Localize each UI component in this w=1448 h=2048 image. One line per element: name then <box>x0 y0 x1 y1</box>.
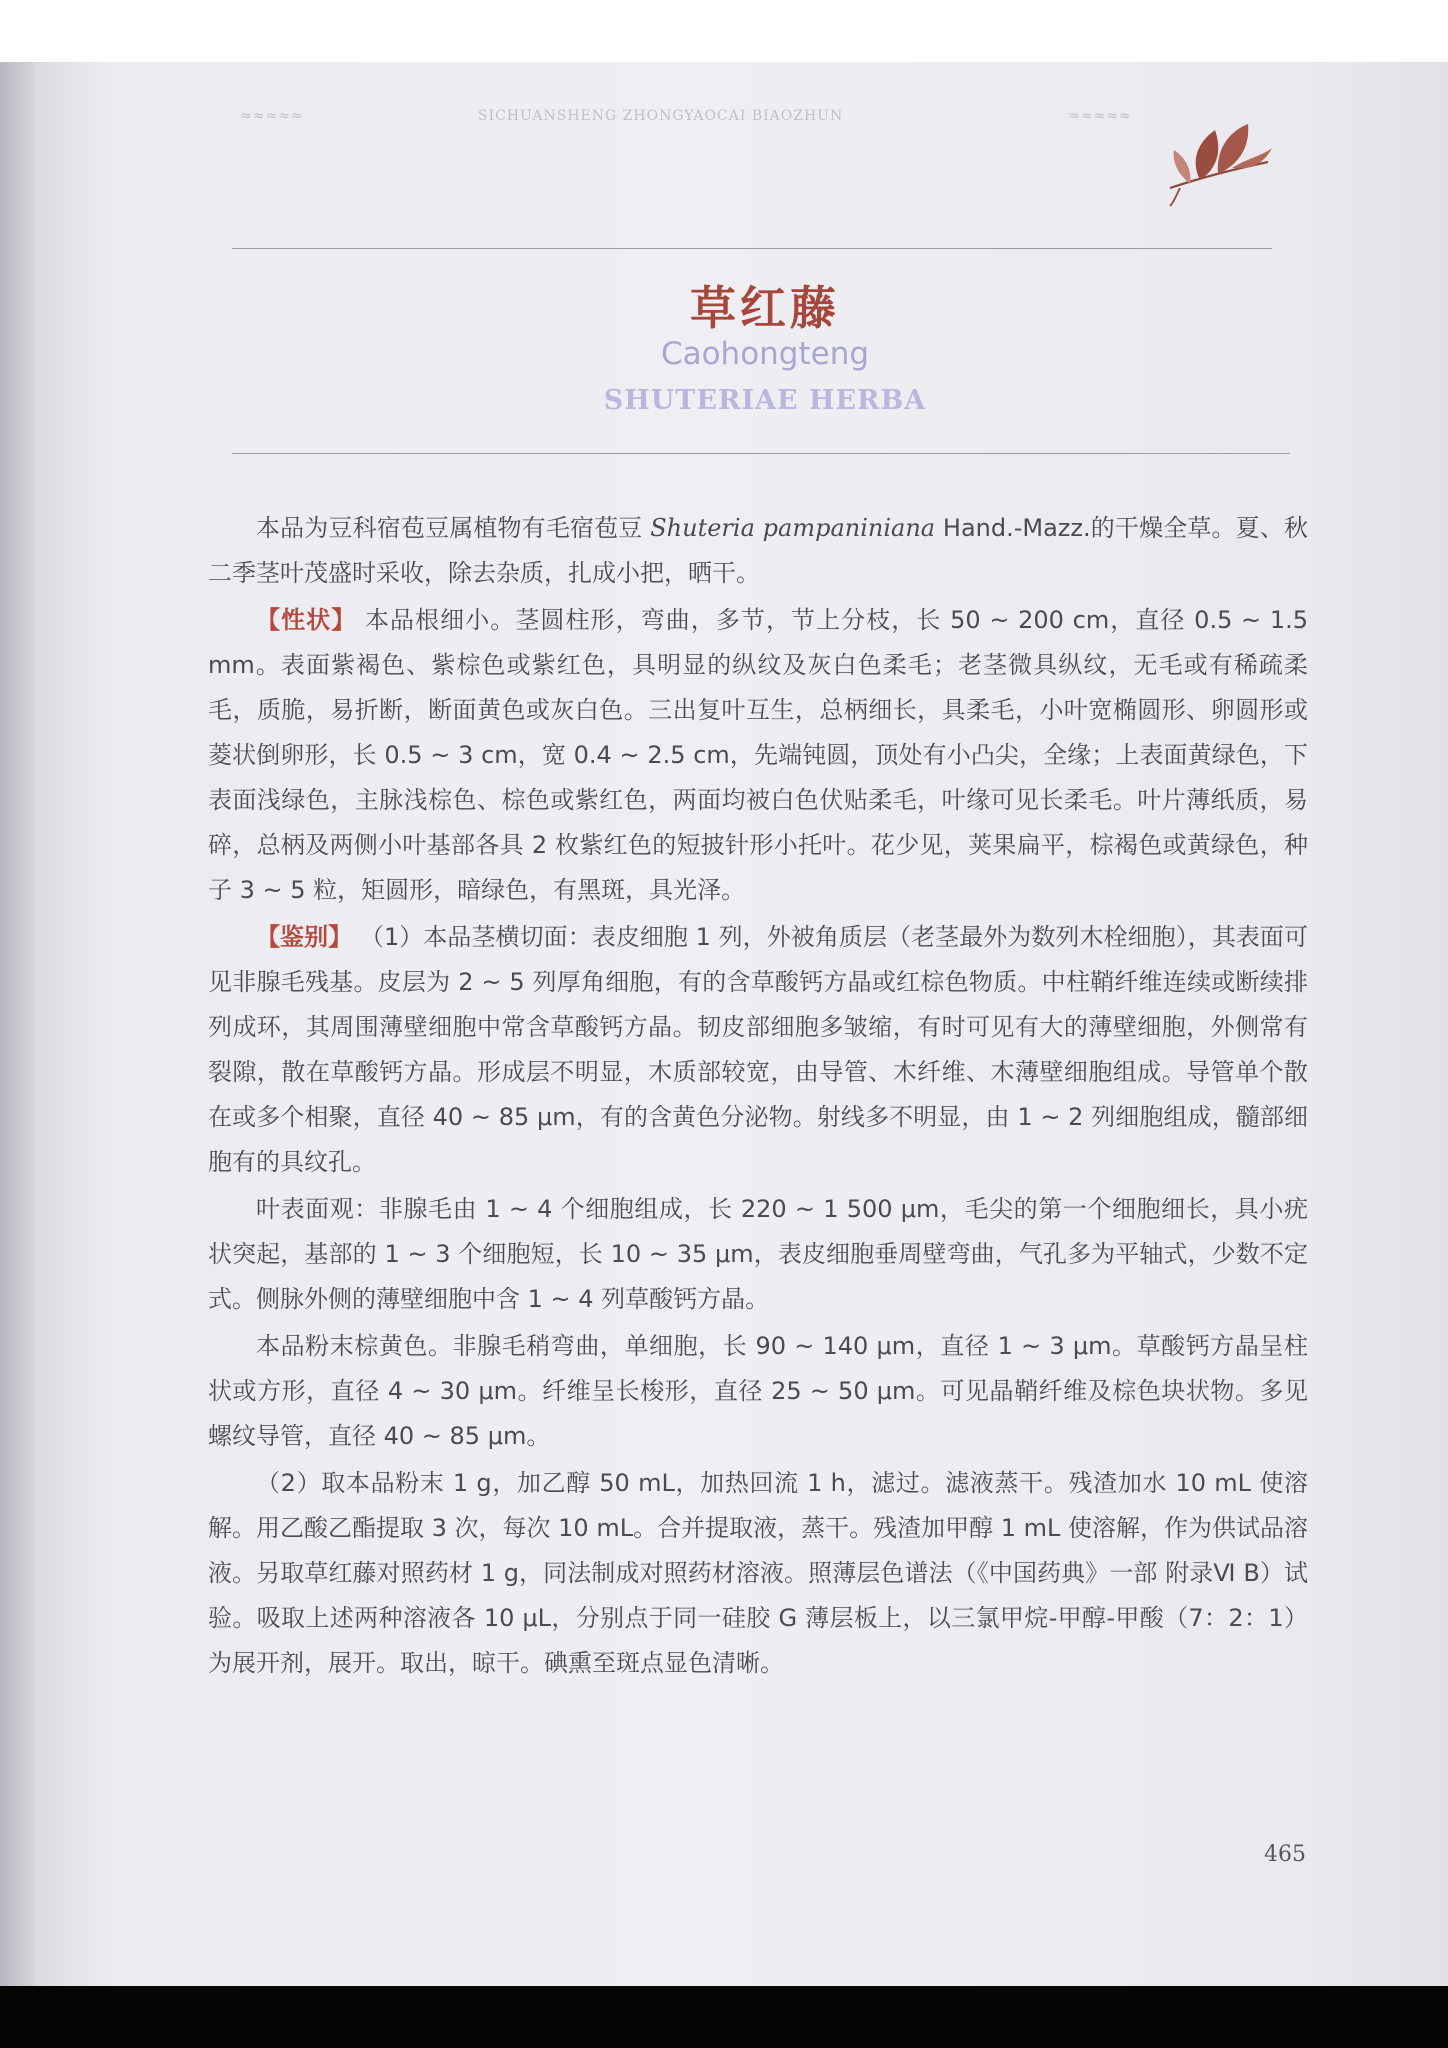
page-number: 465 <box>1264 1842 1306 1867</box>
intro-text-pre: 本品为豆科宿苞豆属植物有毛宿苞豆 <box>256 514 651 542</box>
monograph-title-latin: SHUTERIAE HERBA <box>603 385 927 416</box>
running-header-left-ornament: ≈≈≈≈≈ <box>240 108 304 124</box>
running-header-title: SICHUANSHENG ZHONGYAOCAI BIAOZHUN <box>478 108 844 124</box>
identification-text: （1）本品茎横切面：表皮细胞 1 列，外被角质层（老茎最外为数列木栓细胞），其表面可见非腺毛残基。皮层为 2 ~ 5 列厚角细胞，有的含草酸钙方晶或红棕色物质。中柱鞘纤维连续或断续排列成环，其周围薄壁细胞中常含草酸钙方晶。韧皮部细胞多皱缩，有时可见有大的薄壁细胞，外侧常有裂隙，散在草酸钙方晶。形成层不明显，木质部较宽，由导管、木纤维、木薄壁细胞组成。导管单个散在或多个相聚，直径 40 ~ 85 μm，有的含黄色分泌物。射线多不明显，由 1 ~ 2 列细胞组成，髓部细胞有的具纹孔。 <box>208 923 1308 1176</box>
intro-species-name: Shuteria pampaniniana <box>650 514 936 542</box>
bottom-background <box>0 1986 1448 2048</box>
title-bottom-rule <box>232 453 1290 454</box>
section-label-identification: 【鉴别】 <box>256 923 353 951</box>
top-rule <box>232 248 1272 249</box>
powder-paragraph: 本品粉末棕黄色。非腺毛稍弯曲，单细胞，长 90 ~ 140 μm，直径 1 ~ 3 μm。草酸钙方晶呈柱状或方形，直径 4 ~ 30 μm。纤维呈长梭形，直径 25 ~ 50 μm。可见晶鞘纤维及棕色块状物。多见螺纹导管，直径 40 ~ 85 μm。 <box>208 1332 1308 1450</box>
monograph-body <box>208 506 1308 1688</box>
monograph-title-chinese: 草红藤 <box>690 281 840 335</box>
monograph-title-pinyin: Caohongteng <box>660 336 870 372</box>
description-paragraph <box>208 598 1308 913</box>
leaf-branch-icon <box>1160 100 1275 210</box>
identification-paragraph <box>208 915 1308 1185</box>
leaf-surface-paragraph: 叶表面观：非腺毛由 1 ~ 4 个细胞组成，长 220 ~ 1 500 μm，毛尖的第一个细胞细长，具小疣状突起，基部的 1 ~ 3 个细胞短，长 10 ~ 35 μm，表皮细胞垂周壁弯曲，气孔多为平轴式，少数不定式。侧脉外侧的薄壁细胞中含 1 ~ 4 列草酸钙方晶。 <box>208 1195 1308 1313</box>
intro-text-post: Hand.-Mazz.的干燥全草。夏、秋二季茎叶茂盛时采收，除去杂质，扎成小把，晒干。 <box>208 514 1308 587</box>
section-label-description: 【性状】 <box>256 606 357 634</box>
intro-paragraph <box>208 506 1308 596</box>
description-text: 本品根细小。茎圆柱形，弯曲，多节，节上分枝，长 50 ~ 200 cm，直径 0.5 ~ 1.5 mm。表面紫褐色、紫棕色或紫红色，具明显的纵纹及灰白色柔毛；老茎微具纵纹，无毛或有稀疏柔毛，质脆，易折断，断面黄色或灰白色。三出复叶互生，总柄细长，具柔毛，小叶宽椭圆形、卵圆形或菱状倒卵形，长 0.5 ~ 3 cm，宽 0.4 ~ 2.5 cm，先端钝圆，顶处有小凸尖，全缘；上表面黄绿色，下表面浅绿色，主脉浅棕色、棕色或紫红色，两面均被白色伏贴柔毛，叶缘可见长柔毛。叶片薄纸质，易碎，总柄及两侧小叶基部各具 2 枚紫红色的短披针形小托叶。花少见，荚果扁平，棕褐色或黄绿色，种子 3 ~ 5 粒，矩圆形，暗绿色，有黑斑，具光泽。 <box>208 606 1309 904</box>
running-header-right-ornament: ≈≈≈≈≈ <box>1068 108 1132 124</box>
tlc-paragraph: （2）取本品粉末 1 g，加乙醇 50 mL，加热回流 1 h，滤过。滤液蒸干。残渣加水 10 mL 使溶解。用乙酸乙酯提取 3 次，每次 10 mL。合并提取液，蒸干。残渣加甲醇 1 mL 使溶解，作为供试品溶液。另取草红藤对照药材 1 g，同法制成对照药材溶液。照薄层色谱法（《中国药典》一部 附录Ⅵ B）试验。吸取上述两种溶液各 10 μL，分别点于同一硅胶 G 薄层板上，以三氯甲烷-甲醇-甲酸（7：2：1）为展开剂，展开。取出，晾干。碘熏至斑点显色清晰。 <box>208 1469 1308 1677</box>
